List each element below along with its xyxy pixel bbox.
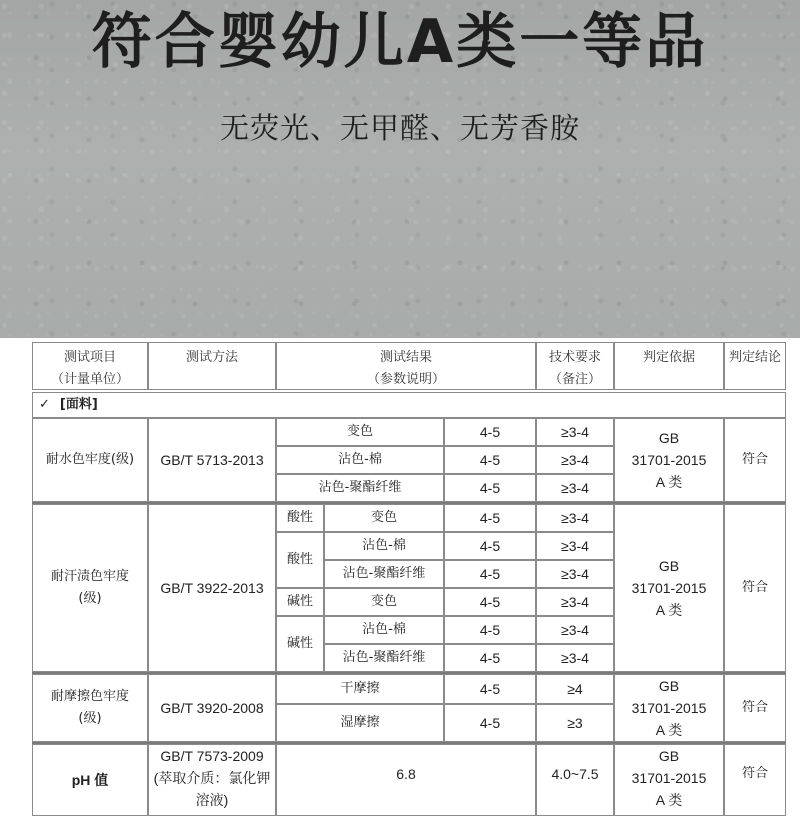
rub-conclusion-label: 符合 xyxy=(741,700,768,715)
sweat-alkaline-row3-param: 沾色-聚酯纤维 xyxy=(324,644,444,672)
rub-fastness-item xyxy=(32,674,148,742)
water-row2-requirement: ≥3-4 xyxy=(536,446,614,474)
header-technical-requirement xyxy=(536,342,614,390)
ph-requirement-value: 4.0~7.5 xyxy=(551,766,599,782)
ph-result xyxy=(276,744,536,816)
sweat-item-line2: (级) xyxy=(78,591,102,606)
header-test-result-line1: 测试结果 xyxy=(379,350,432,365)
rub-row1-param: 干摩擦 xyxy=(276,674,444,704)
ph-method-line1: GB/T 7573-2009 xyxy=(160,748,264,764)
header-judgement-conclusion-label: 判定结论 xyxy=(728,350,781,365)
water-fastness-basis xyxy=(614,418,724,502)
header-test-method-label: 测试方法 xyxy=(185,350,238,365)
ph-basis xyxy=(614,744,724,816)
rub-basis-line2: 31701-2015 xyxy=(631,700,707,716)
sweat-acid-group2-label: 酸性 xyxy=(276,532,324,588)
water-row1-result: 4-5 xyxy=(444,418,536,446)
rub-basis-line3: A 类 xyxy=(655,722,683,738)
header-judgement-conclusion xyxy=(724,342,786,390)
ph-item-label: pH 值 xyxy=(71,772,109,788)
check-icon: ✓ xyxy=(39,397,50,412)
water-basis-line2: 31701-2015 xyxy=(631,452,707,468)
header-technical-requirement-line1: 技术要求 xyxy=(548,350,601,365)
sweat-acid-row1-requirement: ≥3-4 xyxy=(536,504,614,532)
sweat-acid-row3-param: 沾色-聚酯纤维 xyxy=(324,560,444,588)
sweat-acid-row1-result: 4-5 xyxy=(444,504,536,532)
sweat-method-label: GB/T 3922-2013 xyxy=(160,580,264,596)
ph-conclusion-label: 符合 xyxy=(741,766,768,781)
sweat-fastness-conclusion xyxy=(724,504,786,672)
sweat-alkaline-row1-result: 4-5 xyxy=(444,588,536,616)
header-test-result-line2: （参数说明） xyxy=(366,372,445,387)
hero-banner xyxy=(0,0,800,338)
water-row3-requirement: ≥3-4 xyxy=(536,474,614,502)
sweat-alkaline-row1-requirement: ≥3-4 xyxy=(536,588,614,616)
rub-row2-result: 4-5 xyxy=(444,704,536,742)
rub-fastness-conclusion xyxy=(724,674,786,742)
sweat-basis-line1: GB xyxy=(658,558,680,574)
sweat-acid-row3-requirement: ≥3-4 xyxy=(536,560,614,588)
hero-subtitle: 无荧光、无甲醛、无芳香胺 xyxy=(219,111,580,145)
ph-basis-line1: GB xyxy=(658,748,680,764)
section-fabric xyxy=(32,392,786,418)
ph-method-line3: 溶液) xyxy=(195,792,229,808)
sweat-fastness-item xyxy=(32,504,148,672)
rub-row2-requirement: ≥3 xyxy=(536,704,614,742)
ph-method-line2: (萃取介质：氯化钾 xyxy=(153,770,271,786)
rub-row1-requirement: ≥4 xyxy=(536,674,614,704)
water-fastness-method-label: GB/T 5713-2013 xyxy=(160,452,264,468)
header-judgement-basis-label: 判定依据 xyxy=(642,350,695,365)
water-conclusion-label: 符合 xyxy=(741,452,768,467)
header-test-item-line1: 测试项目 xyxy=(63,350,116,365)
sweat-acid-row2-result: 4-5 xyxy=(444,532,536,560)
sweat-fastness-method xyxy=(148,504,276,672)
sweat-acid-group-label: 酸性 xyxy=(276,504,324,532)
sweat-acid-row1-param: 变色 xyxy=(324,504,444,532)
sweat-item-line1: 耐汗渍色牢度 xyxy=(50,569,129,584)
water-fastness-item-label: 耐水色牢度(级) xyxy=(45,452,135,467)
header-test-item-line2: （计量单位） xyxy=(50,372,129,387)
rub-fastness-method xyxy=(148,674,276,742)
sweat-alkaline-row3-requirement: ≥3-4 xyxy=(536,644,614,672)
water-basis-line3: A 类 xyxy=(655,474,683,490)
header-judgement-basis xyxy=(614,342,724,390)
rub-row1-result: 4-5 xyxy=(444,674,536,704)
ph-item xyxy=(32,744,148,816)
water-row2-param: 沾色-棉 xyxy=(276,446,444,474)
sweat-alkaline-row3-result: 4-5 xyxy=(444,644,536,672)
sweat-alkaline-row2-result: 4-5 xyxy=(444,616,536,644)
ph-basis-line3: A 类 xyxy=(655,792,683,808)
sweat-acid-row3-result: 4-5 xyxy=(444,560,536,588)
sweat-alkaline-group-label: 碱性 xyxy=(276,588,324,616)
sweat-conclusion-label: 符合 xyxy=(741,580,768,595)
sweat-fastness-basis xyxy=(614,504,724,672)
test-report-table xyxy=(0,338,800,808)
water-fastness-method xyxy=(148,418,276,502)
sweat-acid-row2-param: 沾色-棉 xyxy=(324,532,444,560)
sweat-basis-line3: A 类 xyxy=(655,602,683,618)
water-row3-param: 沾色-聚酯纤维 xyxy=(276,474,444,502)
section-fabric-label: [面料] xyxy=(59,397,98,412)
water-row1-param: 变色 xyxy=(276,418,444,446)
sweat-alkaline-group2-label: 碱性 xyxy=(276,616,324,672)
water-row1-requirement: ≥3-4 xyxy=(536,418,614,446)
header-test-method xyxy=(148,342,276,390)
header-test-item xyxy=(32,342,148,390)
hero-title: 符合婴幼儿A类一等品 xyxy=(91,7,709,77)
rub-fastness-basis xyxy=(614,674,724,742)
ph-method xyxy=(148,744,276,816)
header-technical-requirement-line2: （备注） xyxy=(548,372,601,387)
rub-item-line1: 耐摩擦色牢度 xyxy=(50,689,129,704)
water-row3-result: 4-5 xyxy=(444,474,536,502)
ph-result-value: 6.8 xyxy=(396,766,416,782)
water-fastness-item xyxy=(32,418,148,502)
ph-requirement xyxy=(536,744,614,816)
sweat-basis-line2: 31701-2015 xyxy=(631,580,707,596)
water-fastness-conclusion xyxy=(724,418,786,502)
ph-basis-line2: 31701-2015 xyxy=(631,770,707,786)
sweat-alkaline-row2-param: 沾色-棉 xyxy=(324,616,444,644)
sweat-alkaline-row1-param: 变色 xyxy=(324,588,444,616)
rub-item-line2: (级) xyxy=(78,711,102,726)
rub-row2-param: 湿摩擦 xyxy=(276,704,444,742)
rub-basis-line1: GB xyxy=(658,678,680,694)
sweat-acid-row2-requirement: ≥3-4 xyxy=(536,532,614,560)
rub-method-label: GB/T 3920-2008 xyxy=(160,700,264,716)
water-basis-line1: GB xyxy=(658,430,680,446)
header-test-result xyxy=(276,342,536,390)
sweat-alkaline-row2-requirement: ≥3-4 xyxy=(536,616,614,644)
ph-conclusion xyxy=(724,744,786,816)
water-row2-result: 4-5 xyxy=(444,446,536,474)
